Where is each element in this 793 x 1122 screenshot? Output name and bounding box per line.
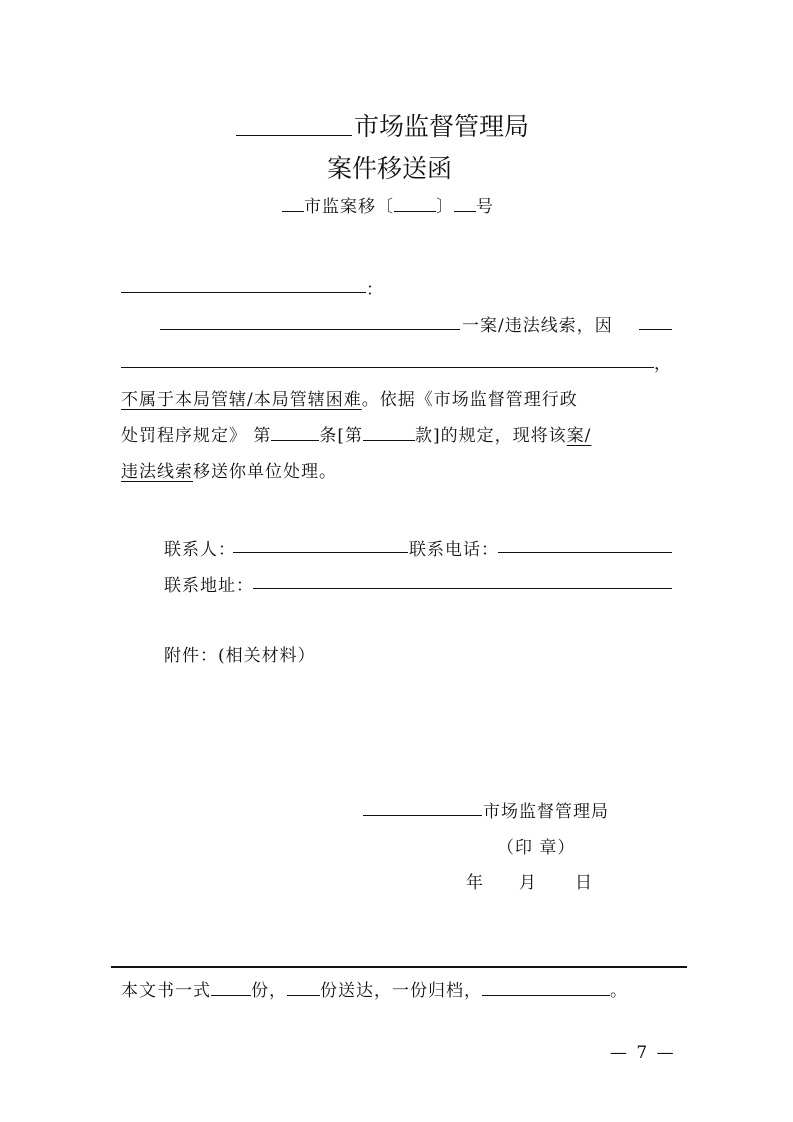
doc-number-middle: 〕	[436, 197, 454, 217]
case-name-blank	[160, 329, 460, 330]
date-month: 月	[519, 873, 537, 893]
body-line3-text: 。依据《市场监督管理行政	[361, 390, 578, 410]
body-line5	[121, 457, 337, 482]
contact-phone-blank	[498, 552, 672, 553]
contact-person-blank	[233, 552, 408, 553]
doc-number-suffix: 号	[476, 197, 494, 217]
contact-address-label: 联系地址：	[164, 576, 254, 596]
body-line3	[121, 385, 578, 410]
title-org-blank	[236, 135, 352, 136]
body-line4	[121, 421, 591, 446]
signature-org-blank	[363, 815, 482, 816]
jurisdiction-reason: 不属于本局管辖/本局管辖困难	[121, 390, 362, 410]
footer-part2: 份，	[251, 981, 287, 1001]
doc-number	[282, 192, 494, 217]
title-org: 市场监督管理局	[354, 112, 530, 141]
footer-part1: 本文书一式	[121, 981, 211, 1001]
body-line1-text: 一案/违法线索，因	[462, 316, 613, 336]
footer-part3: 份送达，一份归档，	[320, 981, 482, 1001]
signature-org: 市场监督管理局	[483, 802, 609, 822]
date-day: 日	[575, 873, 593, 893]
article-blank	[271, 422, 319, 441]
page-number: — 7 —	[610, 1043, 676, 1063]
body-line4-part1: 处罚程序规定》 第	[121, 426, 272, 446]
body-line5-text: 移送你单位处理。	[193, 462, 337, 482]
signature-seal: （印 章）	[497, 838, 576, 858]
doc-number-seq-blank	[454, 193, 476, 212]
body-line4-part2: 条[第	[319, 426, 364, 446]
contact-phone-label: 联系电话：	[409, 540, 499, 560]
copies-total-blank	[211, 977, 251, 996]
doc-number-region-blank	[282, 193, 304, 212]
body-line4-part3: 款]的规定，现将该	[415, 426, 567, 446]
reason-blank-start	[639, 329, 672, 330]
recipient-blank	[121, 292, 366, 293]
contact-address-blank	[253, 588, 672, 589]
case-type-option-a: 案/	[566, 426, 592, 446]
title-doc-type: 案件移送函	[327, 154, 453, 183]
date-year: 年	[466, 873, 484, 893]
contact-person-label: 联系人：	[164, 540, 236, 560]
body-line2-comma: ，	[654, 354, 672, 374]
case-type-option-b: 违法线索	[121, 462, 193, 482]
archive-blank	[482, 977, 610, 996]
doc-number-prefix: 市监案移〔	[304, 197, 394, 217]
copies-delivered-blank	[287, 977, 320, 996]
attachment-label: 附件：	[164, 646, 218, 666]
attachment-value: (相关材料）	[218, 646, 316, 666]
clause-blank	[363, 422, 415, 441]
doc-number-year-blank	[394, 193, 436, 212]
attachment	[164, 641, 316, 666]
reason-blank	[121, 367, 654, 368]
footer-copies	[121, 976, 628, 1001]
footer-part4: 。	[610, 981, 628, 1001]
salutation-colon: ：	[366, 280, 384, 300]
footer-divider	[111, 966, 687, 968]
